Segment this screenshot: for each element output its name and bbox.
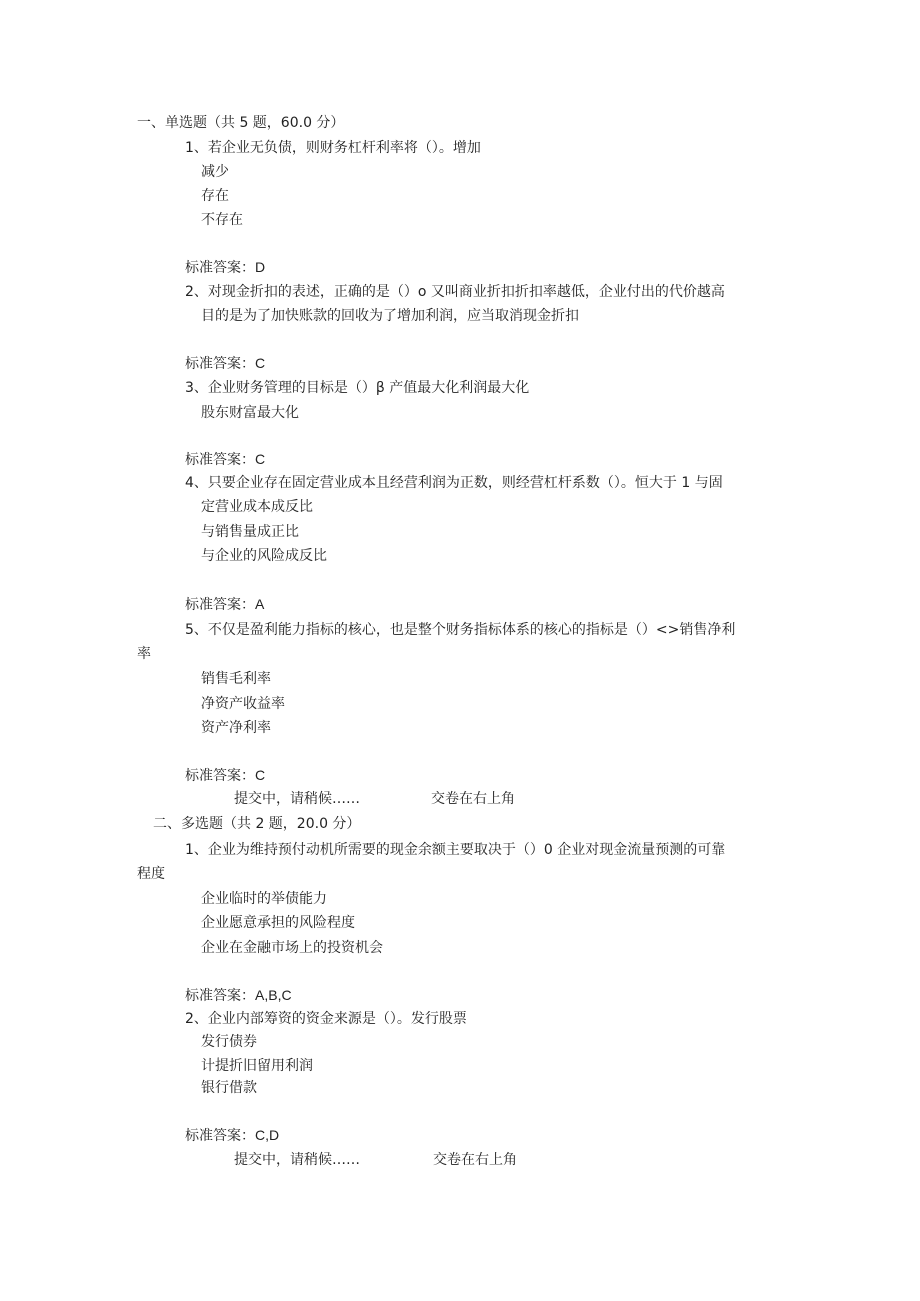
- question-stem: 5、不仅是盈利能力指标的核心，也是整个财务指标体系的核心的指标是（）<>销售净利: [185, 622, 736, 638]
- submitting-status-text: 提交中，请稍候……: [234, 791, 360, 807]
- option: 资产净利率: [201, 720, 271, 736]
- option: 不存在: [201, 212, 243, 228]
- option: 与企业的风险成反比: [201, 548, 327, 564]
- submit-location-hint: 交卷在右上角: [431, 791, 515, 807]
- option: 净资产收益率: [201, 696, 285, 712]
- question-stem-continued: 程度: [137, 866, 165, 882]
- section-heading-multiple-choice: 二、多选题（共 2 题，20.0 分）: [153, 816, 361, 832]
- question-stem: 1、企业为维持预付动机所需要的现金余额主要取决于（）0 企业对现金流量预测的可靠: [185, 842, 726, 858]
- option: 计提折旧留用利润: [201, 1058, 313, 1074]
- question-stem-continued: 目的是为了加快账款的回收为了增加利润，应当取消现金折扣: [201, 308, 579, 324]
- option: 企业愿意承担的风险程度: [201, 915, 355, 931]
- option: 与销售量成正比: [201, 524, 299, 540]
- option: 减少: [201, 164, 229, 180]
- option: 银行借款: [201, 1080, 257, 1096]
- submit-location-hint: 交卷在右上角: [433, 1152, 517, 1168]
- submitting-status-text: 提交中，请稍候……: [234, 1152, 360, 1168]
- question-stem: 3、企业财务管理的目标是（）β 产值最大化利润最大化: [185, 380, 530, 396]
- question-stem: 2、企业内部筹资的资金来源是（）。发行股票: [185, 1011, 467, 1027]
- standard-answer: 标准答案：D: [185, 259, 266, 275]
- standard-answer: 标准答案：C,D: [185, 1127, 280, 1143]
- option: 存在: [201, 188, 229, 204]
- standard-answer: 标准答案：C: [185, 355, 266, 371]
- standard-answer: 标准答案：A: [185, 596, 265, 612]
- option: 发行债券: [201, 1034, 257, 1050]
- option: 企业临时的举债能力: [201, 891, 327, 907]
- standard-answer: 标准答案：C: [185, 451, 266, 467]
- option: 企业在金融市场上的投资机会: [201, 940, 383, 956]
- option: 销售毛利率: [201, 671, 271, 687]
- section-heading-single-choice: 一、单选题（共 5 题，60.0 分）: [137, 115, 345, 131]
- option: 股东财富最大化: [201, 405, 299, 421]
- question-stem: 4、只要企业存在固定营业成本且经营利润为正数，则经营杠杆系数（）。恒大于 1 与固: [185, 475, 723, 491]
- question-stem: 1、若企业无负债，则财务杠杆利率将（）。增加: [185, 140, 481, 156]
- question-stem-continued: 定营业成本成反比: [201, 499, 313, 515]
- question-stem: 2、对现金折扣的表述，正确的是（）o 又叫商业折扣折扣率越低，企业付出的代价越高: [185, 284, 725, 300]
- question-stem-continued: 率: [137, 646, 151, 662]
- standard-answer: 标准答案：A,B,C: [185, 987, 292, 1003]
- standard-answer: 标准答案：C: [185, 767, 266, 783]
